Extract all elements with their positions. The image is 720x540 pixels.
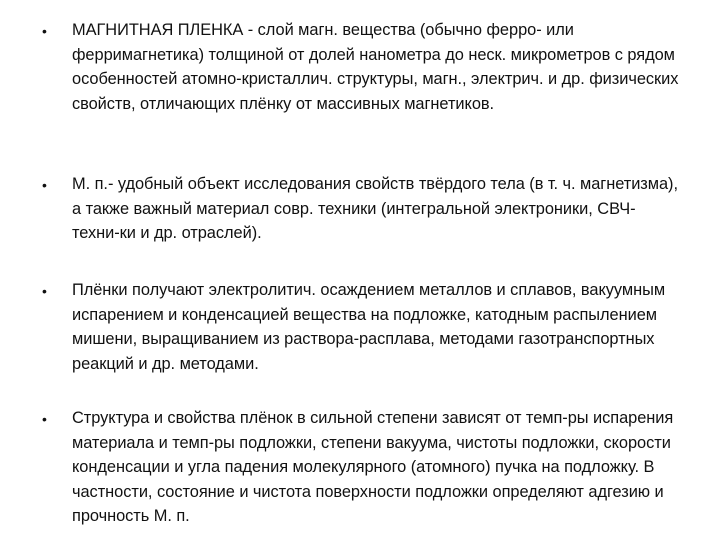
bullet-text: Структура и свойства плёнок в сильной степени зависят от темп-ры испарения материала и темп-ры подложки, степени вакуума, чистоты подложки, скорости конденсации и угла падения молекулярного (атомного) пучка на подложку. В частности, состояние и чистота поверхности подложки определяют адгезию и прочность М. п. [72, 409, 674, 525]
bullet-text: М. п.- удобный объект исследования свойств твёрдого тела (в т. ч. магнетизма), а также важный материал совр. техники (интегральной электроники, СВЧ-техни-ки и др. отраслей). [72, 175, 678, 242]
bullet-icon: • [42, 177, 47, 193]
bullet-text: МАГНИТНАЯ ПЛЕНКА - слой магн. вещества (обычно ферро- или ферримагнетика) толщиной от долей нанометра до неск. микрометров с рядом особенностей атомно-кристаллич. структуры, магн., электрич. и др. физических свойств, отличающих плёнку от массивных магнетиков. [72, 21, 679, 113]
bullet-icon: • [42, 283, 47, 299]
bullet-text: Плёнки получают электролитич. осаждением металлов и сплавов, вакуумным испарением и конденсацией вещества на подложке, катодным распылением мишени, выращиванием из раствора-расплава, методами газотранспортных реакций и др. методами. [72, 281, 666, 373]
bullet-icon: • [42, 411, 47, 427]
bullet-icon: • [42, 23, 47, 39]
